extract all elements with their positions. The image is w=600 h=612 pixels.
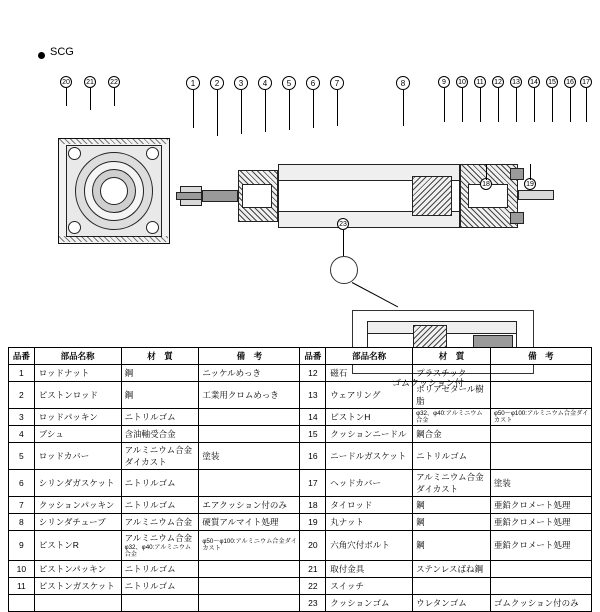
header-name-right: 部品名称 [326,348,413,365]
callout-11: 11 [474,76,486,88]
callout-14: 14 [528,76,540,88]
table-row [9,443,592,470]
cell-name: ピストンパッキン [34,560,121,577]
cell-no: 17 [300,470,326,497]
cell-material: ニトリルゴム [121,560,199,577]
cell-name: 取付金具 [326,560,413,577]
table-body [9,365,592,612]
cell-no: 6 [9,470,35,497]
cell-name: シリンダガスケット [34,470,121,497]
header-remarks-right: 備 考 [490,348,591,365]
cell-no: 2 [9,382,35,409]
leader-line [66,88,67,106]
cell-material: ニトリルゴム [413,443,491,470]
callout-10: 10 [456,76,468,88]
cell-material: ニトリルゴム [121,409,199,426]
table-row [9,382,592,409]
callout-22: 22 [108,76,120,88]
cell-material: アルミニウム合金 [121,514,199,531]
leader-line [352,282,398,307]
callout-1: 1 [186,76,200,90]
callout-8: 8 [396,76,410,90]
leader-line [217,90,218,136]
bolt-hole [68,147,81,160]
leader-line [552,88,553,122]
cell-no: 13 [300,382,326,409]
table-row [9,365,592,382]
cell-name: ピストンガスケット [34,577,121,594]
bullet-icon [38,52,45,59]
callout-16: 16 [564,76,576,88]
bolt-hole [68,221,81,234]
table-row [9,594,592,611]
cell-no: 16 [300,443,326,470]
leader-line [343,230,344,256]
cell-remarks: 硬質アルマイト処理 [199,514,300,531]
cell-no: 9 [9,531,35,560]
cell-material: ポリアセタール樹脂 [413,382,491,409]
leader-line [313,90,314,128]
cell-material: プラスチック [413,365,491,382]
cell-name: クッションニードル [326,426,413,443]
rod-cover-bore [242,184,272,208]
cell-remarks: ニッケルめっき [199,365,300,382]
rod-end [176,192,202,200]
cell-name: ロッドカバー [34,443,121,470]
piston [412,176,452,216]
round-nut [510,168,524,180]
cell-remarks [199,426,300,443]
cell-remarks: 塗装 [490,470,591,497]
leader-line [480,88,481,122]
piston-rod [202,190,238,202]
leader-line [265,90,266,132]
table-row [9,531,592,560]
leader-line [486,164,487,180]
callout-13: 13 [510,76,522,88]
callout-3: 3 [234,76,248,90]
cell-name: スイッチ [326,577,413,594]
cell-remarks: 亜鉛クロメート処理 [490,514,591,531]
header-material-left: 材 質 [121,348,199,365]
cell-material: 鋼 [413,531,491,560]
section-hatch [58,236,168,242]
callout-23: 23 [337,218,349,230]
cell-remarks [199,470,300,497]
cell-name: 丸ナット [326,514,413,531]
cell-material: 鋼 [121,382,199,409]
cell-name: タイロッド [326,497,413,514]
cell-name: ロッドナット [34,365,121,382]
cell-material [413,577,491,594]
table-row [9,560,592,577]
cell-name: ピストンR [34,531,121,560]
leader-line [403,90,404,126]
cell-no: 14 [300,409,326,426]
cell-material: アルミニウム合金ダイカスト [413,470,491,497]
table-row [9,409,592,426]
cell-no: 12 [300,365,326,382]
callout-5: 5 [282,76,296,90]
round-nut [510,212,524,224]
detail-lens [330,256,358,284]
leader-line [193,90,194,128]
cell-name: 六角穴付ボルト [326,531,413,560]
cell-material: ウレタンゴム [413,594,491,611]
leader-line [530,164,531,180]
callout-15: 15 [546,76,558,88]
cell-no: 18 [300,497,326,514]
leader-line [498,88,499,122]
header-no-left: 品番 [9,348,35,365]
cylinder-section [180,150,560,240]
table-row [9,426,592,443]
leader-line [337,90,338,126]
cell-name: ロッドパッキン [34,409,121,426]
table-row [9,514,592,531]
cell-remarks [490,382,591,409]
cell-remarks: 亜鉛クロメート処理 [490,497,591,514]
leader-line [241,90,242,134]
cell-no: 4 [9,426,35,443]
cell-remarks: エアクッション付のみ [199,497,300,514]
callout-6: 6 [306,76,320,90]
bolt-hole [146,221,159,234]
cell-material: 含油軸受合金 [121,426,199,443]
cell-material: アルミニウム合金 φ32、φ40:アルミニウム合金 [121,531,199,560]
section-hatch [58,138,168,144]
cell-name: ヘッドカバー [326,470,413,497]
header-remarks-left: 備 考 [199,348,300,365]
table-row [9,470,592,497]
cell-name: クッションパッキン [34,497,121,514]
cell-no: 21 [300,560,326,577]
leader-line [289,90,290,130]
cell-name: ニードルガスケット [326,443,413,470]
cell-material: 鋼 [413,514,491,531]
callout-19: 19 [524,178,536,190]
cell-no: 11 [9,577,35,594]
flange-circle-4 [100,177,128,205]
callout-7: 7 [330,76,344,90]
cell-no: 8 [9,514,35,531]
callout-9: 9 [438,76,450,88]
cell-remarks [490,443,591,470]
leader-line [534,88,535,122]
cell-remarks: φ50〜φ100:アルミニウム合金ダイカスト [490,409,591,426]
cell-remarks [199,560,300,577]
cell-name: ブシュ [34,426,121,443]
cell-material: アルミニウム合金ダイカスト [121,443,199,470]
leader-line [114,88,115,106]
callout-12: 12 [492,76,504,88]
bolt-hole [146,147,159,160]
callout-2: 2 [210,76,224,90]
table-header-row [9,348,592,365]
table-row [9,497,592,514]
series-label: SCG [50,46,74,58]
header-material-right: 材 質 [413,348,491,365]
cell-remarks [490,365,591,382]
cell-no: 22 [300,577,326,594]
cell-no: 1 [9,365,35,382]
cell-remarks [490,426,591,443]
leader-line [444,88,445,122]
leader-line [586,88,587,122]
cell-no: 23 [300,594,326,611]
cell-remarks: ゴムクッション付のみ [490,594,591,611]
cell-no: 10 [9,560,35,577]
cell-material: ステンレスばね鋼 [413,560,491,577]
leader-line [90,88,91,110]
cell-remarks [199,577,300,594]
cell-remarks: 塗装 [199,443,300,470]
cell-remarks: φ50〜φ100:アルミニウム合金ダイカスト [199,531,300,560]
cell-remarks [490,560,591,577]
callout-18: 18 [480,178,492,190]
cell-name: ピストンロッド [34,382,121,409]
cell-no: 5 [9,443,35,470]
tie-rod [518,190,554,200]
header-no-right: 品番 [300,348,326,365]
parts-table [8,347,592,612]
cell-material: ニトリルゴム [121,577,199,594]
cell-material: ニトリルゴム [121,497,199,514]
leader-line [462,88,463,122]
cell-remarks [490,577,591,594]
callout-21: 21 [84,76,96,88]
leader-line [516,88,517,122]
cell-material: 鋼合金 [413,426,491,443]
detail-caption: ゴムクッション付 [392,378,464,388]
cell-no: 7 [9,497,35,514]
cell-no: 20 [300,531,326,560]
table-row [9,577,592,594]
left-end-view [58,138,168,242]
cell-material: ニトリルゴム [121,470,199,497]
cell-name: 磁石 [326,365,413,382]
cell-name: ウェアリング [326,382,413,409]
cell-material: 鋼 [121,365,199,382]
cell-name: クッションゴム [326,594,413,611]
cell-remarks [199,409,300,426]
leader-line [570,88,571,122]
cell-no: 19 [300,514,326,531]
cell-material: 鋼 [413,497,491,514]
callout-20: 20 [60,76,72,88]
cell-no: 15 [300,426,326,443]
cell-remarks: 工業用クロムめっき [199,382,300,409]
cell-material: φ32、φ40:アルミニウム合金 [413,409,491,426]
header-name-left: 部品名称 [34,348,121,365]
cell-remarks: 亜鉛クロメート処理 [490,531,591,560]
callout-4: 4 [258,76,272,90]
cell-name: ピストンH [326,409,413,426]
cell-no: 3 [9,409,35,426]
cell-name: シリンダチューブ [34,514,121,531]
callout-17: 17 [580,76,592,88]
